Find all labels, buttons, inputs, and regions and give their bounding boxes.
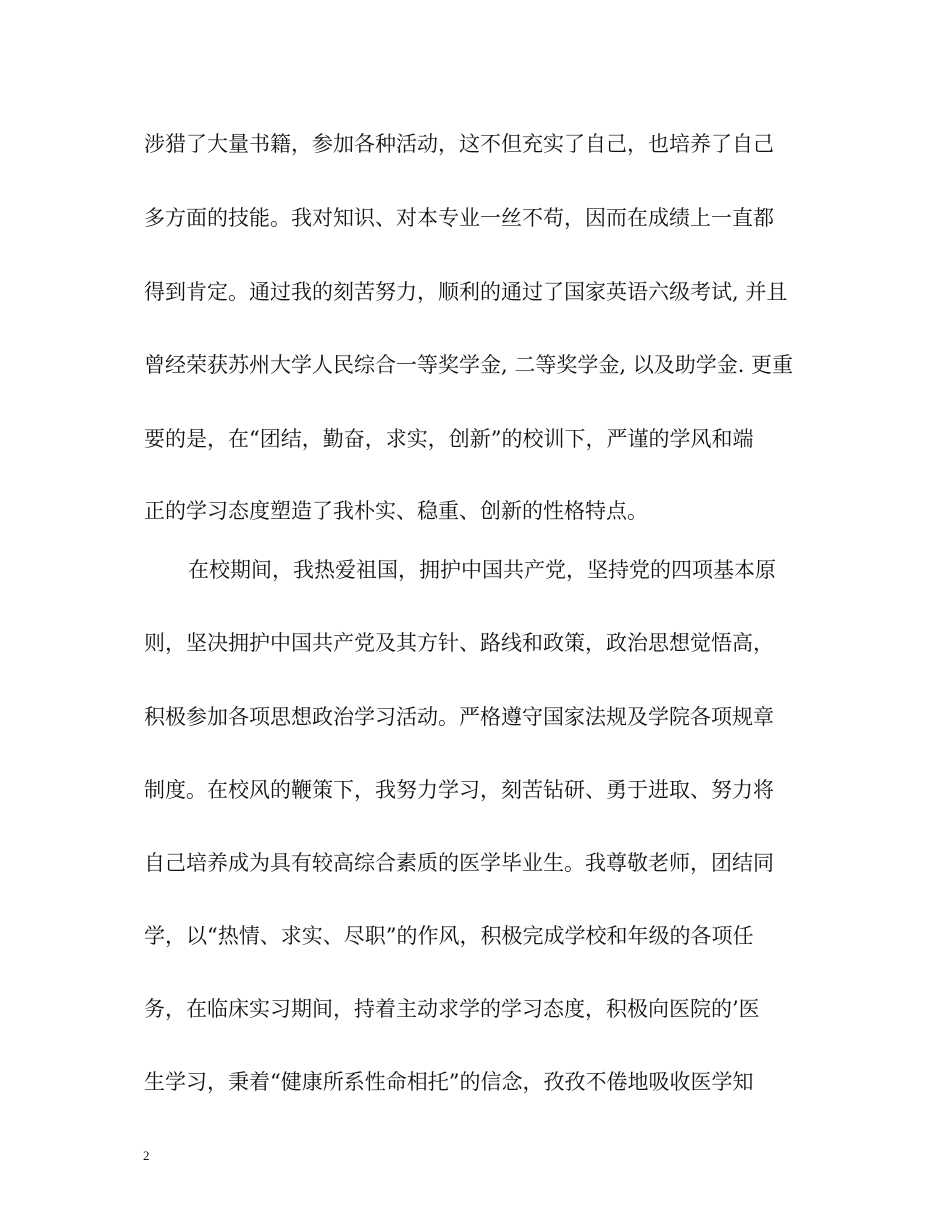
text-line: 积极参加各项思想政治学习活动。严格遵守国家法规及学院各项规章 [144,705,774,729]
text-line: 则，坚决拥护中国共产党及其方针、路线和政策，政治思想觉悟高， [144,631,774,655]
text-line: 涉猎了大量书籍，参加各种活动，这不但充实了自己，也培养了自己 [144,132,774,156]
text-line: 正的学习态度塑造了我朴实、稳重、创新的性格特点。 [144,499,648,523]
text-line: 得到肯定。通过我的刻苦努力，顺利的通过了国家英语六级考试, 并且 [144,280,788,304]
page-number: 2 [143,1148,150,1163]
text-line: 生学习，秉着“健康所系性命相托”的信念，孜孜不倦地吸收医学知 [144,1070,754,1094]
paragraph-first-line: 在校期间，我热爱祖国，拥护中国共产党，坚持党的四项基本原 [188,558,776,582]
text-line: 多方面的技能。我对知识、对本专业一丝不苟，因而在成绩上一直都 [144,206,774,230]
text-line: 曾经荣获苏州大学人民综合一等奖学金, 二等奖学金, 以及助学金. 更重 [144,353,794,377]
text-line: 要的是，在“团结，勤奋，求实，创新”的校训下，严谨的学风和端 [144,427,754,451]
text-line: 制度。在校风的鞭策下，我努力学习，刻苦钻研、勇于进取、努力将 [144,778,774,802]
text-line: 学，以“热情、求实、尽职”的作风，积极完成学校和年级的各项任 [144,924,754,948]
text-line: 自己培养成为具有较高综合素质的医学毕业生。我尊敬老师，团结同 [144,851,774,875]
text-line: 务，在临床实习期间，持着主动求学的学习态度，积极向医院的’医 [144,997,760,1021]
